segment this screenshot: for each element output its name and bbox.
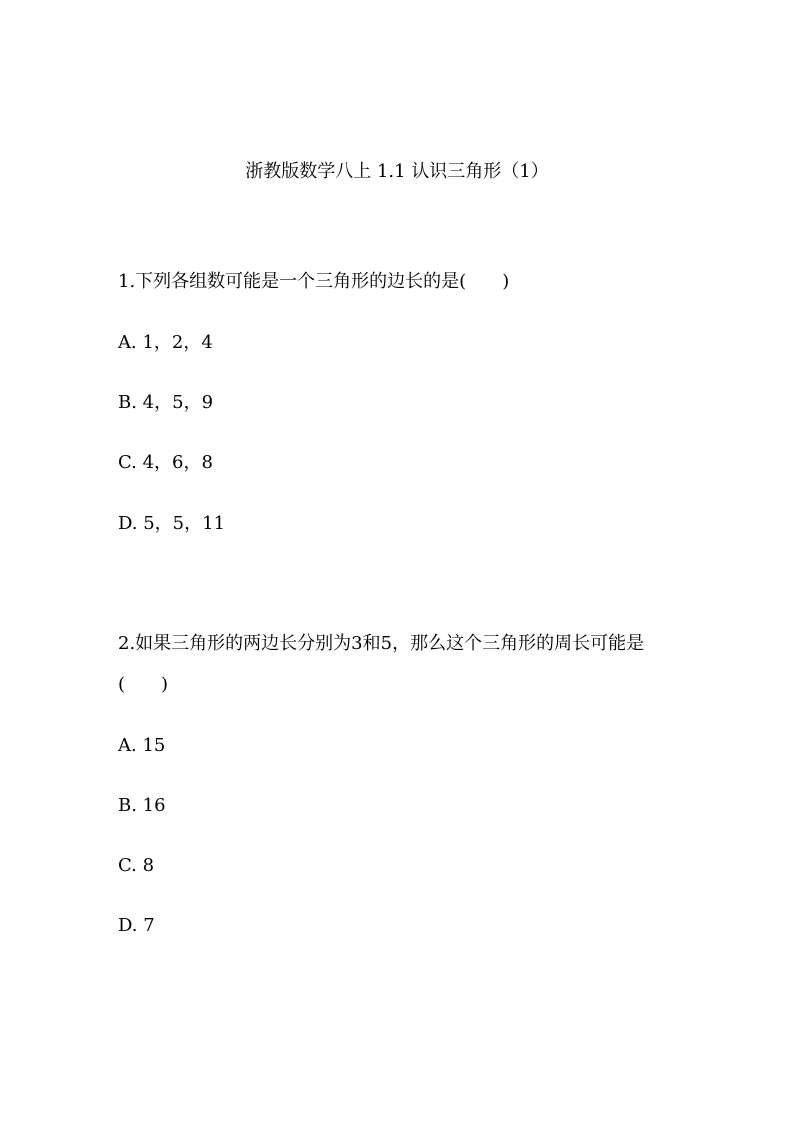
document-title: 浙教版数学八上 1.1 认识三角形（1） [245,161,549,182]
question-2-option-a: A. 15 [118,735,166,756]
question-2-stem-line-2: ( ) [118,674,169,695]
question-2-stem-line-1: 2.如果三角形的两边长分别为3和5，那么这个三角形的周长可能是 [118,633,645,654]
question-1-stem: 1.下列各组数可能是一个三角形的边长的是( ) [118,271,510,292]
question-2-option-c: C. 8 [118,855,155,876]
question-2-option-b: B. 16 [118,795,166,816]
question-1-option-c: C. 4，6，8 [118,452,213,473]
question-1-option-d: D. 5，5，11 [118,513,226,534]
question-1-option-b: B. 4，5，9 [118,392,214,413]
question-1-option-a: A. 1，2，4 [118,332,213,353]
question-2-option-d: D. 7 [118,915,155,936]
